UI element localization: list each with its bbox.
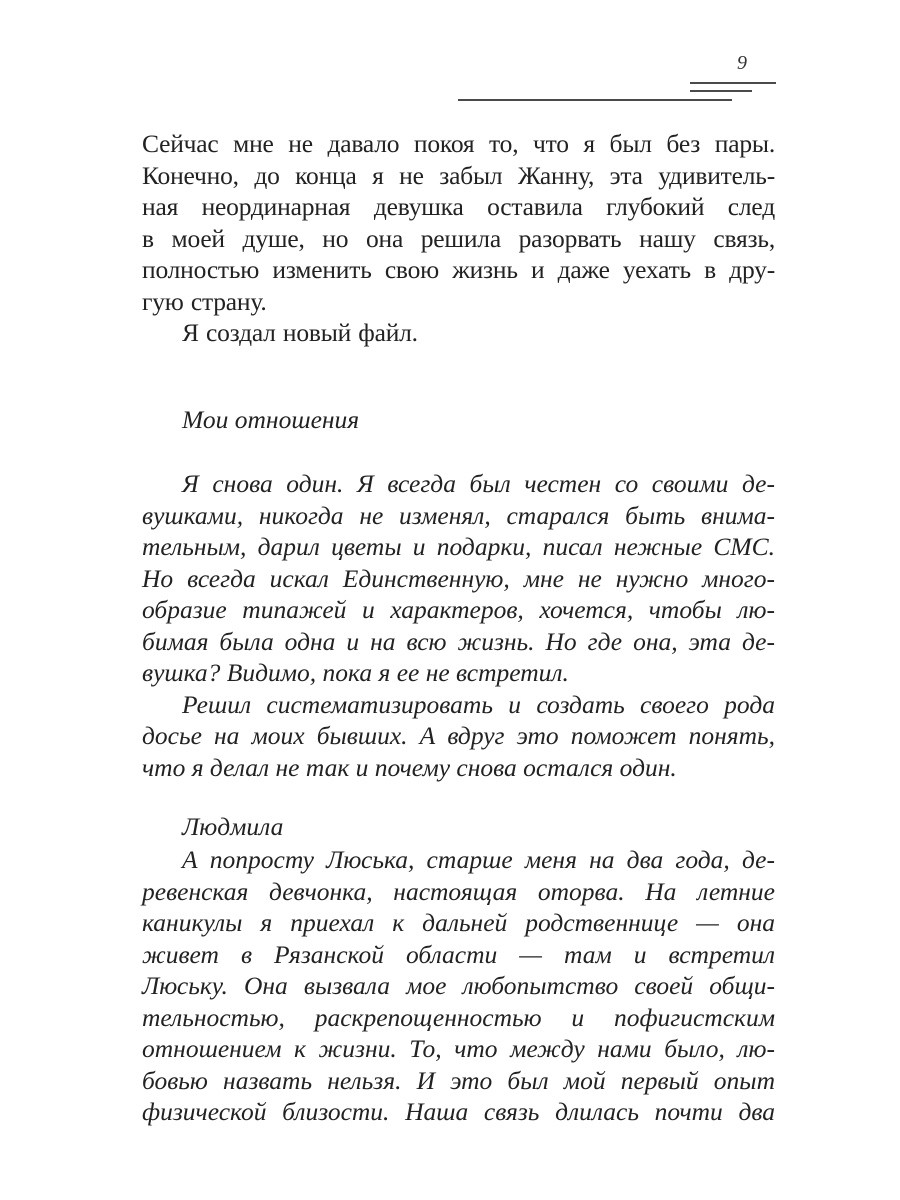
header-rule-bottom	[458, 99, 732, 101]
text-line: тельностью, раскрепощенностью и пофигистским	[142, 1002, 775, 1032]
text-line: Решил систематизировать и создать своего рода	[182, 689, 775, 719]
text-line: отношением к жизни. То, что между нами было, лю-	[142, 1034, 775, 1063]
text-line: Люську. Она вызвала мое любопытство своей общи-	[142, 971, 775, 1000]
text-line: физической близости. Наша связь длилась почти два	[142, 1097, 775, 1126]
text-line: образие типажей и характеров, хочется, чтобы лю-	[142, 595, 775, 624]
text-line: Сейчас мне не давало покоя то, что я был без пары.	[142, 129, 775, 158]
text-line: ная неординарная девушка оставила глубокий след	[142, 192, 775, 221]
text-line: Я создал новый файл.	[182, 318, 418, 347]
text-line: каникулы я приехал к дальней родственнице — она	[142, 908, 775, 937]
section-body	[142, 844, 775, 1128]
text-line: в моей душе, но она решила разорвать нашу связь,	[142, 223, 775, 253]
text-line: вушками, никогда не изменял, старался быть внима-	[142, 500, 775, 530]
header-rule-middle	[690, 90, 752, 92]
text-line: А попросту Люська, старше меня на два года, де-	[182, 845, 775, 874]
text-line: ревенская девчонка, настоящая оторва. На летние	[142, 876, 775, 906]
text-line: бимая была одна и на всю жизнь. Но где она, эта де-	[142, 626, 775, 656]
text-line: что я делал не так и почему снова остался один.	[142, 752, 677, 782]
text-line: Конечно, до конца я не забыл Жанну, эта удивитель-	[142, 160, 775, 190]
text-line: вушка? Видимо, пока я ее не встретил.	[142, 658, 569, 687]
text-line: тельным, дарил цветы и подарки, писал нежные СМС.	[142, 532, 775, 561]
text-line: Но всегда искал Единственную, мне не нужно много-	[142, 563, 775, 593]
text-line: гую страну.	[142, 286, 267, 316]
text-line: досье на моих бывших. А вдруг это поможет понять,	[142, 721, 775, 750]
page-number: 9	[737, 52, 747, 74]
file-body	[142, 468, 775, 783]
text-line: бовью назвать нельзя. И это был мой первый опыт	[142, 1065, 775, 1095]
opening-text	[142, 128, 775, 349]
header-rule-top	[690, 82, 776, 84]
text-line: живет в Рязанской области — там и встретил	[142, 939, 775, 969]
text-line: Я снова один. Я всегда был честен со своими де-	[182, 469, 775, 498]
file-title: Мои отношения	[182, 405, 360, 434]
section-title: Людмила	[182, 812, 284, 841]
text-line: полностью изменить свою жизнь и даже уехать в дру-	[142, 255, 775, 284]
